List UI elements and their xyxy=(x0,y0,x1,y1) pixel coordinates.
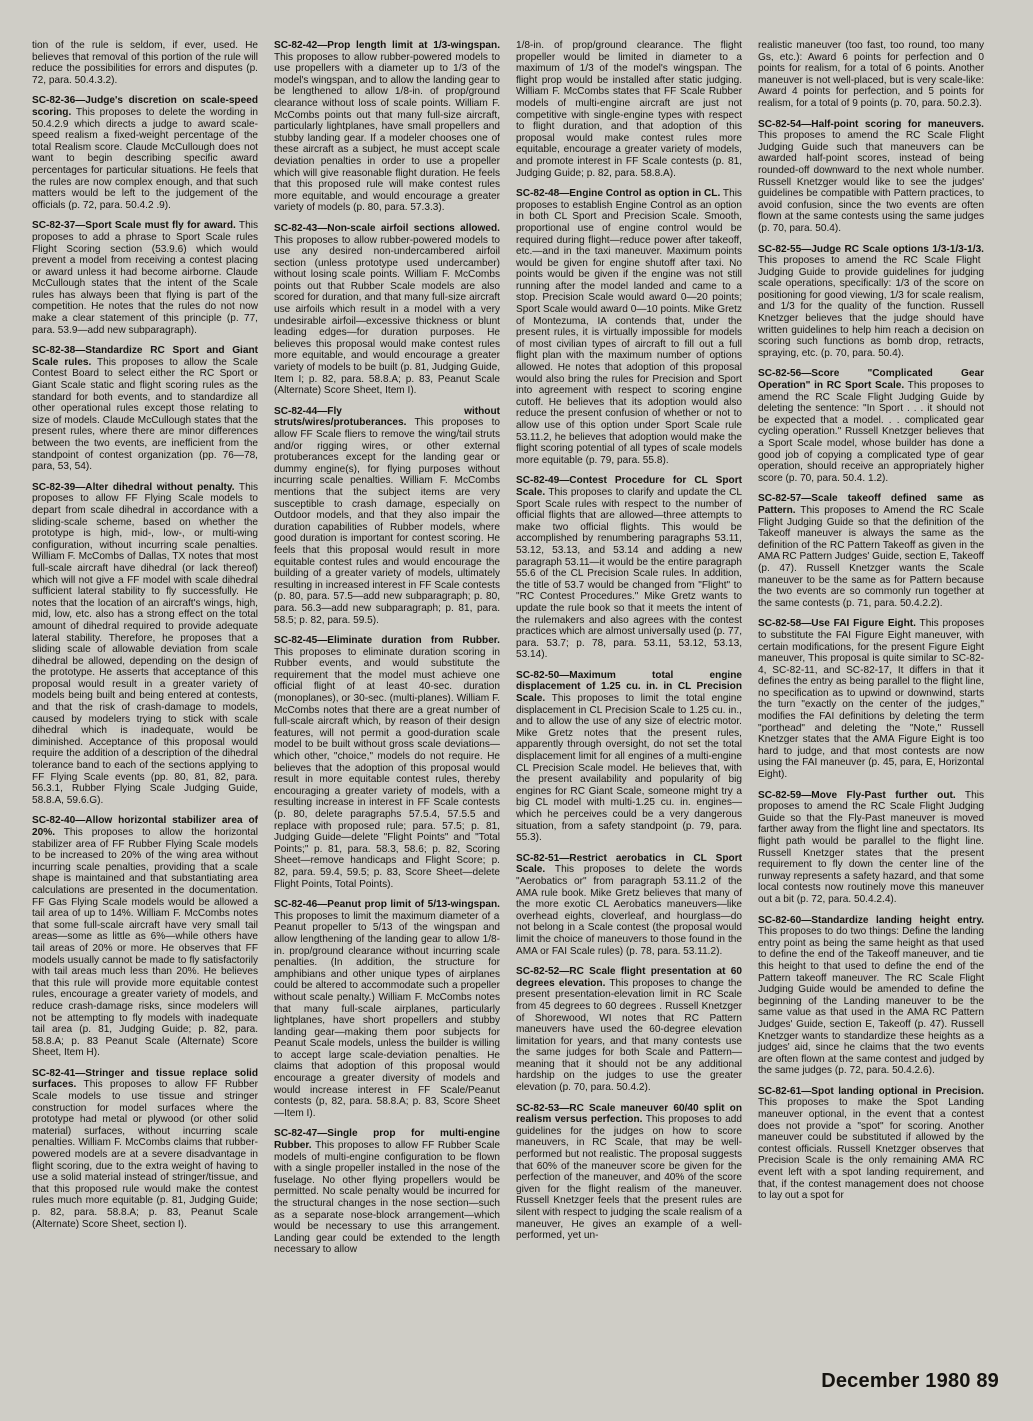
page-footer: December 1980 89 xyxy=(821,1370,999,1392)
paragraph xyxy=(516,1103,742,1242)
paragraph-heading: SC-82-51—Restrict aerobatics in CL Sport Scale. xyxy=(516,852,742,876)
paragraph xyxy=(274,223,500,397)
paragraph-heading: SC-82-58—Use FAI Figure Eight. xyxy=(758,618,916,630)
paragraph-heading: SC-82-56—Score "Complicated Gear Operation" in RC Sport Scale. xyxy=(758,368,984,392)
paragraph-text: This proposes to change the present presentation-elevation limit in RC Scale from 45 degrees to 60 degrees . Russell Knetzger of Shorewood, WI notes that RC Pattern maneuvers have used the 60-degree elevation limitation for years, and that many contests use the same judges for both Scale and Pattern—meaning that it should not be any additional hardship on the judges to use the greater elevation (p. 70, para. 50.4.2). xyxy=(516,977,742,1094)
paragraph-text: This proposes to substitute the FAI Figure Eight maneuver, with certain modifications, for the present Figure Eight maneuver, This proposal is quite similar to SC-82-4, SC-82-11, and SC-82-17, It differs in that it defines the entry as being parallel to the flight line, no specification as to upwind or downwind, starts the turn "exactly on the center of the judges," modifies the FAI definitions by deleting the term "porthead" and deleting the "Note," Russell Knetzger states that the AMA Figure Eight is too hard to judge, and that most contests are now using the FAI maneuver (p. 45, para, E, Horizontal Eight). xyxy=(758,618,984,781)
paragraph-text: This proposes to allow the Scale Contest Board to select either the RC Sport or Giant Scale static and flight scoring rules as the standard for both events, and to standardize all other operational rules except those relating to size of models. Claude McCullough states that the present rules, where there are minor differences between the two events, are inefficient from the standpoint of contest organization (pp. 76—78, para, 53, 54). xyxy=(32,356,258,473)
paragraph-heading: SC-82-61—Spot landing optional in Precision. xyxy=(758,1085,984,1097)
paragraph-text: This proposes to add guidelines for the judges on how to score maneuvers, in RC Scale, that may be well-performed but not realistic. The proposal suggests that 60% of the maneuver score be given for the perfection of the maneuver, and 40% of the score given for the flight realism of the maneuver. Russell Knetzger feels that the present rules are silent with respect to judging the scale realism of a maneuver, He gives an example of a well-performed, yet un- xyxy=(516,1114,743,1242)
paragraph-text: This proposes to do two things: Define the landing entry point as being the same height as that used to define the end of the Takeoff maneuver, and tie this height to that used to define the end of the Pattern takeoff maneuver. The RC Scale Flight Judging Guide would be amended to define the beginning of the Landing maneuver to be the same value as that used in the AMA RC Pattern Judges' Guide, section E, Takeoff (p. 47). Russell Knetzger wants to standardize these heights as a judges' aid, since he claims that the two events are often flown at the same contest and judged by the same judges (p. 72, para. 50.4.2.6). xyxy=(758,926,984,1077)
paragraph xyxy=(758,915,984,1077)
paragraph-text: This proposes to delete the wording in 50.4.2.9 which directs a judge to award scale-speed realism a fixed-weight percentage of the total Realism score. Claude McCullough does not want to begin describing specific award percentages for particular situations. He feels that the rules are now complex enough, and that such matters would be left to the judgement of the officials (p. 72, para. 50.4.2 .9). xyxy=(32,106,258,211)
paragraph-text: This proposes to eliminate duration scoring in Rubber events, and would substitute the requirement that the model must achieve one official flight of at least 40-sec. duration (monoplanes), or 30-sec. (multi-planes). William F. McCombs notes that there are a great number of full-scale aircraft which, by reason of their design features, will not permit a good-duration scale model to be built without gross scale deviations—which other, "choice," models do not require. He believes that the adoption of this proposal would result in more equitable contest rules, thereby encouraging a greater variety of models, with a resulting increase in interest in FF Scale contests (p. 80, delete paragraphs 57.5.4, 57.5.5 and replace with proposed rule; para. 57.5; p. 81, Judging Guide—delete "Flight Points" and "Total Points;" p. 81, para. 58.3, 58.6; p. 82, Scoring Sheet—remove handicaps and Flight Score; p. 82, para. 59.4, 59.5; p. 83, Score Sheet—delete Flight Points, Total Points). xyxy=(274,646,500,890)
paragraph xyxy=(758,790,984,906)
paragraph-text: This proposes to allow the horizontal stabilizer area of FF Rubber Flying Scale models to be increased to 20% of the wing area without incurring scale penalties, providing that a scale shape is maintained and that substantiating area calculations are presented in the documentation. FF Gas Flying Scale models would be allowed a tail area of up to 14%. William F. McCombs notes that some full-scale aircraft have very small tail areas—some as little as 6%—while others have tail areas of 20% or more. He observes that FF models usually cannot be made to fly satisfactorily with tail areas much less than 20%. He believes that this rule will provide more equitable contest rules, encourage a greater variety of models, and reduce crash-damage risks, since modelers will not be attempting to fly models with inadequate tail area (p. 81, Judging Guide; p. 82, para. 58.8.A; p. 83 Peanut Scale (Alternate) Score Sheet, Item H). xyxy=(32,827,258,1059)
paragraph-heading: SC-82-50—Maximum total engine displacement of 1.25 cu. in. in CL Precision Scale. xyxy=(516,669,742,705)
paragraph xyxy=(274,899,500,1119)
paragraph-heading: SC-82-60—Standardize landing height entry. xyxy=(758,914,984,926)
paragraph-text: This proposes to limit the maximum diameter of a Peanut propeller to 5/13 of the wingspan and allow lengthening of the landing gear to allow 1/8-in. prop/ground clearance without incurring scale penalties. (In addition, the structure for amphibians and other unique types of airplanes could be altered to accommodate such a propeller without scale penalty.) William F. McCombs notes that many full-scale airplanes, particularly lightplanes, have short propellers and stubby landing gear—making them poor subjects for Peanut Scale models, unless the builder is willing to accept large scale-deviation penalties. He claims that adoption of this proposal would encourage a greater diversity of models and would increase interest in FF Scale/Peanut contests (p, 82, para. 58.8.A; p. 83, Score Sheet—Item I). xyxy=(274,910,500,1119)
paragraph-heading: SC-82-47—Single prop for multi-engine Rubber. xyxy=(274,1128,500,1152)
paragraph xyxy=(516,966,742,1094)
paragraph xyxy=(274,635,500,890)
paragraph xyxy=(516,853,742,957)
paragraph xyxy=(758,119,984,235)
paragraph-heading: SC-82-55—Judge RC Scale options 1/3-1/3-1/3. xyxy=(758,243,984,255)
paragraph-text: This proposes to add a phrase to Sport Scale rules Flight Scoring section (53.9.6) which would prevent a model from receiving a contest placing or award unless it had become airborne. Claude McCullough states that the intent of the Scale rules has always been that flying is part of the competition. He notes that the rules do not now make a clear statement of this principle (p. 77, para. 53.9—add new subparagraph). xyxy=(32,220,258,336)
paragraph xyxy=(758,1086,984,1202)
paragraph xyxy=(516,40,742,179)
paragraph-heading: SC-82-48—Engine Control as option in CL. xyxy=(516,188,721,200)
paragraph xyxy=(32,815,258,1058)
column-3 xyxy=(516,40,742,1265)
paragraph xyxy=(32,40,258,86)
paragraph xyxy=(32,220,258,336)
column-2 xyxy=(274,40,500,1265)
paragraph xyxy=(274,40,500,214)
paragraph-text: tion of the rule is seldom, if ever, used. He believes that removal of this portion of the rule will reduce the possibilities for errors and disputes (p. 72, para. 50.4.3.2). xyxy=(32,40,258,86)
paragraph-heading: SC-82-59—Move Fly-Past further out. xyxy=(758,789,956,801)
article-columns xyxy=(32,40,1002,1265)
paragraph xyxy=(32,95,258,211)
paragraph-text: This proposes to amend the RC Scale Flight Judging Guide such that maneuvers can be awarded half-point scores, instead of being rounded-off downward to the next whole number. Russell Knetzger would like to see the judges' guidelines be compatible with Pattern practices, to avoid confusion, since the two events are often flown at the same contests using the same judges (p. 70, para. 50.4). xyxy=(758,130,984,234)
paragraph xyxy=(274,406,500,626)
paragraph-text: This proposes to allow rubber-powered models to use any desired non-undercambered airfoil section (unless prototype used undercamber) without losing scale points. William F. McCombs points out that Rubber Scale models are also scored for duration, and that many full-size aircraft use airfoils which result in a model with a very undesirable airfoil—excessive thickness or blunt leading edges—for duration purposes. He believes this proposal would make contest rules more equitable, and would encourage a greater variety of models to be built (p. 81, Judging Guide, Item I; p. 82, para. 58.8.A; p. 83, Peanut Scale (Alternate) Score Sheet, Item I). xyxy=(274,234,500,397)
paragraph-text: This proposes to amend the RC Scale Flight Judging Guide by deleting the sentence: "In Sport . . . it should not be expected that a model. . . complicated gear cycling operation." Russell Knetzger believes that a Sport Scale model, whose builder has done a good job of copying a complicated type of gear operation, should receive an appropriately higher score (p. 70, para. 50.4. 1.2). xyxy=(758,380,984,484)
paragraph xyxy=(516,188,742,466)
paragraph xyxy=(758,618,984,780)
paragraph-text: realistic maneuver (too fast, too round, too many Gs, etc.): Award 6 points for perfection and 0 points for realism, for a total of 6 points. Another maneuver is not well-placed, but is very scale-like: Award 4 points for perfection, and 5 points for realism, for a total of 9 points (p. 70, para. 50.2.3). xyxy=(758,40,984,109)
paragraph-heading: SC-82-36—Judge's discretion on scale-speed scoring. xyxy=(32,95,258,118)
paragraph-heading: SC-82-40—Allow horizontal stabilizer area of 20%. xyxy=(32,815,258,838)
paragraph-text: This proposes to delete the words "Aerobatics or" from paragraph 53.11.2 of the AMA rule book. Mike Gretz believes that many of the more exotic CL Aerobatics maneuvers—like overhead eights, cloverleaf, and hourglass—do not belong in a Scale contest (the proposal would limit the choice of maneuvers to those found in the AMA or FAI Scale rules) (p. 78, para. 53.11.2). xyxy=(516,864,742,957)
paragraph-text: This proposes to allow FF Rubber Scale models to use tissue and stringer construction for model surfaces where the prototype had metal or plywood (or other solid material) surfaces, without incurring scale penalties. William F. McCombs claims that rubber-powered models are at a severe disadvantage in flight scoring, due to the extra weight of having to use a solid material instead of stringer/tissue, and that this proposed rule would make the contest rules much more equitable (p. 81, Judging Guide; p. 82, para. 58.8.A; p. 83, Peanut Scale (Alternate) Score Sheet, section I). xyxy=(32,1079,258,1230)
paragraph-text: This proposes to allow rubber-powered models to use propellers with a diameter up to 1/3 of the model's wingspan, and to allow the landing gear to be lengthened to allow 1/8-in. of prop/ground clearance without loss of scale points. William F. McCombs points out that many full-size aircraft, particularly lightplanes, have small propellers and stubby landing gear. If a modeler chooses one of these aircraft as a subject, he must accept scale deviation penalties in order to use a propeller which will give reasonable flight duration. He feels that this proposed rule will make contest rules more equitable, and would encourage a greater variety of models (p. 80, para. 57.3.3). xyxy=(274,51,500,214)
paragraph xyxy=(758,244,984,360)
paragraph-text: This proposes to amend the RC Scale Flight Judging Guide so that the Fly-Past maneuver is moved farther away from the flight line and spectators. Its flight path would be parallel to the flight line. Russell Knetzger states that the present requirement to fly down the center line of the runway represents a safety hazard, and that some local contests now routinely move this maneuver out a bit (p. 72, para. 50.4.2.4). xyxy=(758,789,984,905)
paragraph-heading: SC-82-45—Eliminate duration from Rubber. xyxy=(274,635,500,647)
paragraph xyxy=(32,1068,258,1230)
paragraph-heading: SC-82-52—RC Scale flight presentation at 60 degrees elevation. xyxy=(516,966,742,989)
paragraph-text: This proposes to Amend the RC Scale Flight Judging Guide so that the definition of the Takeoff maneuver is always the same as the definition of the RC Pattern Takeoff as given in the AMA RC Pattern Judges' Guide, section E, Takeoff (p. 47). Russell Knetzger wants the Scale maneuver to be the same as for Pattern because the two events are so commonly run together at the same contests (p. 71, para. 50.4.2.2). xyxy=(758,504,984,609)
paragraph-text: This proposes to establish Engine Control as an option in both CL Sport and Precision Scale. Smooth, proportional use of engine control would be required during flight—reduce power after takeoff, etc.—and in the taxi maneuver. Maximum points would be given for engine shutoff after taxi. No points would be given if the engine was not still running after the model landed and came to a stop. Precision Scale would award 0—20 points; Sport Scale would award 0—10 points. Mike Gretz of Montezuma, IA contends that, under the present rules, it is virtually impossible for models of most civilian types of aircraft to fill out a full flight plan with the maximum number of options allowed. He notes that adoption of this proposal would also bring the rules for Precision and Sport into agreement with respect to scoring engine cutoff. He believes that its adoption would also reduce the present confusion of whether or not to allow use of this option under Sport Scale rule 53.11.2, he believes that adoption would make the flight scoring potential of all types of scale models more equitable (p. 79, para. 55.8). xyxy=(516,188,742,466)
paragraph xyxy=(32,345,258,473)
paragraph-heading: SC-82-43—Non-scale airfoil sections allowed. xyxy=(274,222,500,234)
paragraph-heading: SC-82-41—Stringer and tissue replace solid surfaces. xyxy=(32,1067,258,1091)
paragraph xyxy=(516,670,742,844)
paragraph xyxy=(32,482,258,807)
paragraph-text: This proposes to make the Spot Landing maneuver optional, in the event that a contest does not provide a "spot" for scoring. Another maneuver could be substituted if allowed by the contest officials. Russell Knetzger observes that Precision Scale is the only remaining AMA RC event left with a spot landing requirement, and that, if the contest management does not choose to lay out a spot for xyxy=(758,1097,984,1202)
paragraph-heading: SC-82-53—RC Scale maneuver 60/40 split on realism versus perfection. xyxy=(516,1102,742,1126)
paragraph-heading: SC-82-39—Alter dihedral without penalty. xyxy=(32,481,235,493)
paragraph xyxy=(274,1128,500,1256)
paragraph-text: This proposes to allow FF Scale fliers to remove the wing/tail struts and/or rigging wires, or other external protuberances except for the landing gear or dummy engine(s), for flying purposes without incurring scale penalties. William F. McCombs mentions that the subject items are very susceptible to crash damage, especially on Outdoor models, and that they also impair the duration capabilities of Rubber models, where good duration is important for contest scoring. He feels that this proposal would result in more equitable contest rules and would encourage the building of a greater variety of models, ultimately resulting in increased interest in FF Scale contests (p. 80, para. 57.5—add new subparagraph; p. 80, para. 56.3—add new subparagraph; p. 81, para. 58.5; p. 82, para. 59.5). xyxy=(274,417,500,626)
paragraph xyxy=(516,475,742,661)
paragraph-heading: SC-82-44—Fly without struts/wires/protuberances. xyxy=(274,405,500,429)
paragraph-text: 1/8-in. of prop/ground clearance. The flight propeller would be limited in diameter to a maximum of 1/3 of the model's wingspan. The flight prop would be installed after static judging. William F. McCombs states that FF Scale Rubber models of multi-engine aircraft are just not competitive with single-engine types with respect to flight duration, and that adoption of this proposal would make contest rules more equitable, encourage a greater variety of models, and promote interest in FF Scale contests (p. 81, Judging Guide; p. 82, para. 58.8.A). xyxy=(516,40,742,179)
paragraph-heading: SC-82-46—Peanut prop limit of 5/13-wingspan. xyxy=(274,899,500,911)
paragraph-heading: SC-82-42—Prop length limit at 1/3-wingspan. xyxy=(274,40,500,51)
paragraph-text: This proposes to amend the RC Scale Flight Judging Guide to provide guidelines for judging scale operations, specifically: 1/3 of the score on positioning for good viewing, 1/3 for scale realism, and 1/3 for the quality of the function. Russell Knetzger believes that the judge should have written guidelines to help him reach a decision on scoring such functions as bomb drop, retracts, spraying, etc. (p. 70, para. 50.4). xyxy=(758,255,984,359)
column-1 xyxy=(32,40,258,1265)
paragraph-heading: SC-82-38—Standardize RC Sport and Giant Scale rules. xyxy=(32,345,258,368)
paragraph xyxy=(758,368,984,484)
paragraph-text: This proposes to limit the total engine displacement in CL Precision Scale to 1.25 cu. in., and to allow the use of any size of electric motor. Mike Gretz notes that the present rules, apparently through oversight, do not set the total displacement limit for all engines of a multi-engine CL Precision Scale model. He believes that, with the present availability and popularity of big engines for RC Giant Scale, someone might try a big CL model with multi-1.25 cu. in. engines—which he perceives could be a very dangerous situation, from a safety standpoint (p. 79, para. 55.3). xyxy=(516,693,742,844)
paragraph-heading: SC-82-57—Scale takeoff defined same as Pattern. xyxy=(758,493,984,516)
paragraph-heading: SC-82-54—Half-point scoring for maneuvers. xyxy=(758,118,984,130)
paragraph xyxy=(758,493,984,609)
paragraph-text: This proposes to clarify and update the CL Sport Scale rules with respect to the number of official flights that are allowed—three attempts to make two official flights. This would be accomplished by renumbering paragraphs 53.11, 53.12, 53.13, and 53.14 and adding a new paragraph 53.11—it would be the entire paragraph 55.6 of the CL Precision Scale rules. In addition, the title of 53.7 would be changed from "Flight" to "RC Contest Procedures." Mike Gretz wants to update the rule book so that it meets the intent of the rulemakers and also agrees with the contest practices which are almost universally used (p. 77, para. 53.7; p. 78, para. 53.11, 53.12, 53.13, 53.14). xyxy=(516,486,742,661)
paragraph-heading: SC-82-37—Sport Scale must fly for award. xyxy=(32,220,236,232)
column-4 xyxy=(758,40,984,1265)
paragraph-heading: SC-82-49—Contest Procedure for CL Sport Scale. xyxy=(516,475,742,498)
paragraph xyxy=(758,40,984,110)
paragraph-text: This proposes to allow FF Rubber Scale models of multi-engine configuration to be flown with a single propeller installed in the nose of the fuselage. No other flying propellers would be permitted. No scale penalty would be incurred for the structural changes in the nose section—such as a separate nose-block arrangement—which would be necessary to use this arrangement. Landing gear could be extended to the length necessary to allow xyxy=(274,1140,500,1256)
paragraph-text: This proposes to allow FF Flying Scale models to depart from scale dihedral in accordance with a sliding-scale scheme, based on whether the prototype is high, mid-, low-, or multi-wing configuration, without incurring scale penalties. William F. McCombs of Dallas, TX notes that most full-scale aircraft have dihedral (or lack thereof) which will not give a FF model with scale dihedral sufficient lateral stability to fly successfully. He notes that the location of an aircraft's wings, high, mid, low, etc. also has a strong effect on the total amount of dihedral required to provide adequate lateral stability. Therefore, he proposes that a sliding scale of allowable deviation from scale dihedral be allowed, depending on the design of the prototype. He asserts that acceptance of this proposal would result in a greater variety of models being built and being entered at contests, and that the risk of crash-damage to models, caused by modelers trying to stick with scale dihedral which is inadequate, would be diminished. Acceptance of this proposal would require the addition of a description of the dihedral tolerance band to each of the sections applying to FF Flying Scale events (pp. 80, 81, 82, para. 56.3.1, Rubber Flying Scale Judging Guide, 58.8.A, 59.6.G). xyxy=(32,481,258,806)
